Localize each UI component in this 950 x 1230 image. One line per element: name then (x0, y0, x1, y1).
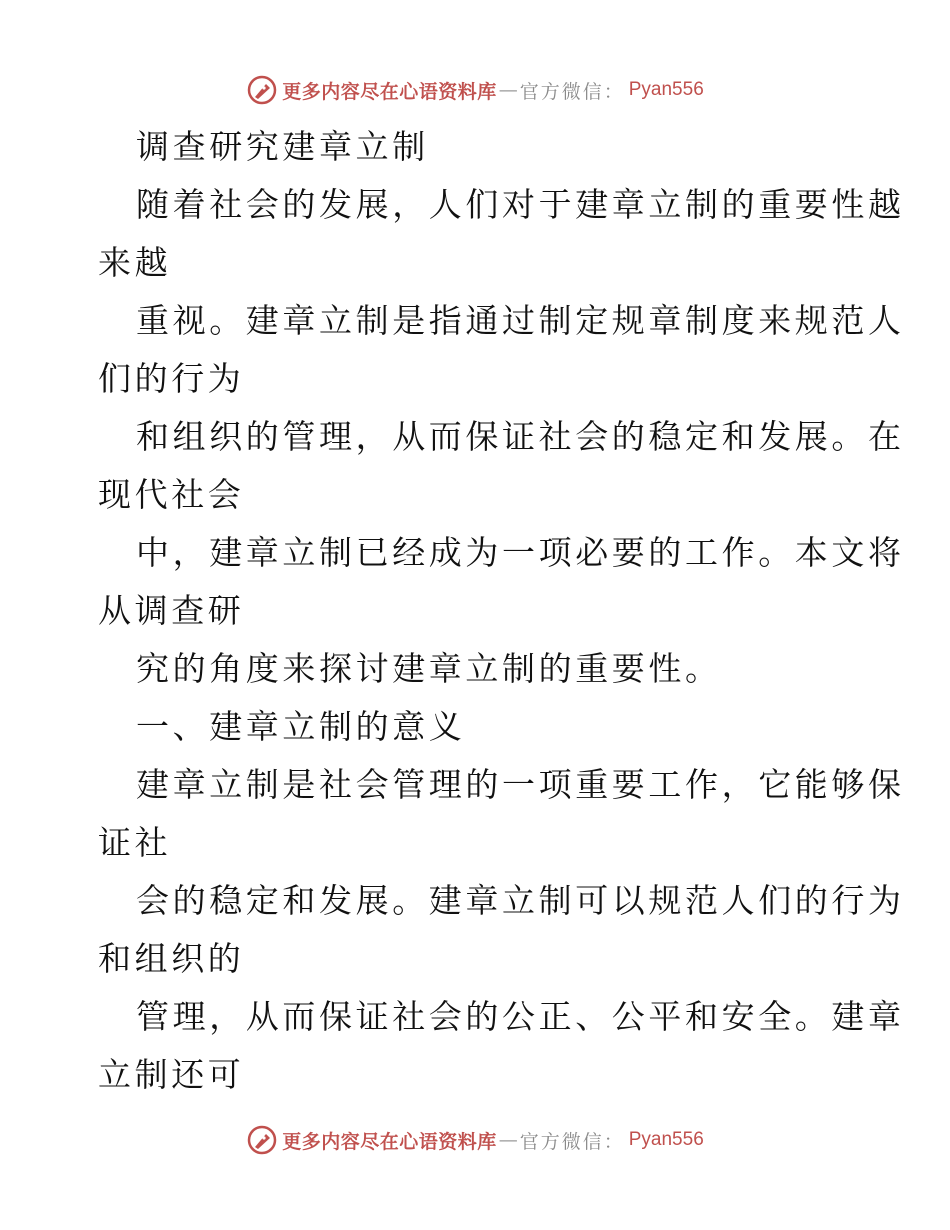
text-line: 管理，从而保证社会的公正、公平和安全。建章 (136, 997, 905, 1036)
header-dash: — (498, 79, 518, 101)
header-brand-text: 更多内容尽在心语资料库 (282, 80, 497, 103)
text-line: 随着社会的发展，人们对于建章立制的重要性越 (136, 185, 905, 224)
document-title: 调查研究建章立制 (136, 127, 429, 166)
text-line: 来越 (98, 243, 172, 282)
text-line: 会的稳定和发展。建章立制可以规范人们的行为 (136, 881, 905, 920)
footer-banner (0, 1120, 950, 1160)
footer-brand-text: 更多内容尽在心语资料库 (282, 1130, 497, 1153)
document-body (98, 118, 905, 1104)
header-wechat-handle: Pyan556 (628, 79, 704, 100)
text-line: 中，建章立制已经成为一项必要的工作。本文将 (136, 533, 905, 572)
header-banner (0, 70, 950, 110)
section-heading: 一、建章立制的意义 (136, 707, 466, 746)
pen-nib-logo-icon (246, 1124, 278, 1156)
footer-wechat-label: 官方微信： (519, 1130, 625, 1153)
header-wechat-label: 官方微信： (519, 80, 625, 103)
text-line: 们的行为 (98, 359, 245, 398)
footer-wechat-handle: Pyan556 (628, 1129, 704, 1150)
text-line: 和组织的管理，从而保证社会的稳定和发展。在 (136, 417, 905, 456)
text-line: 和组织的 (98, 939, 245, 978)
text-line: 建章立制是社会管理的一项重要工作，它能够保 (136, 765, 905, 804)
text-line: 立制还可 (98, 1055, 245, 1094)
text-line: 重视。建章立制是指通过制定规章制度来规范人 (136, 301, 905, 340)
footer-dash: — (498, 1129, 518, 1151)
pen-nib-logo-icon (246, 74, 278, 106)
text-line: 究的角度来探讨建章立制的重要性。 (136, 649, 722, 688)
text-line: 证社 (98, 823, 172, 862)
text-line: 从调查研 (98, 591, 245, 630)
text-line: 现代社会 (98, 475, 245, 514)
